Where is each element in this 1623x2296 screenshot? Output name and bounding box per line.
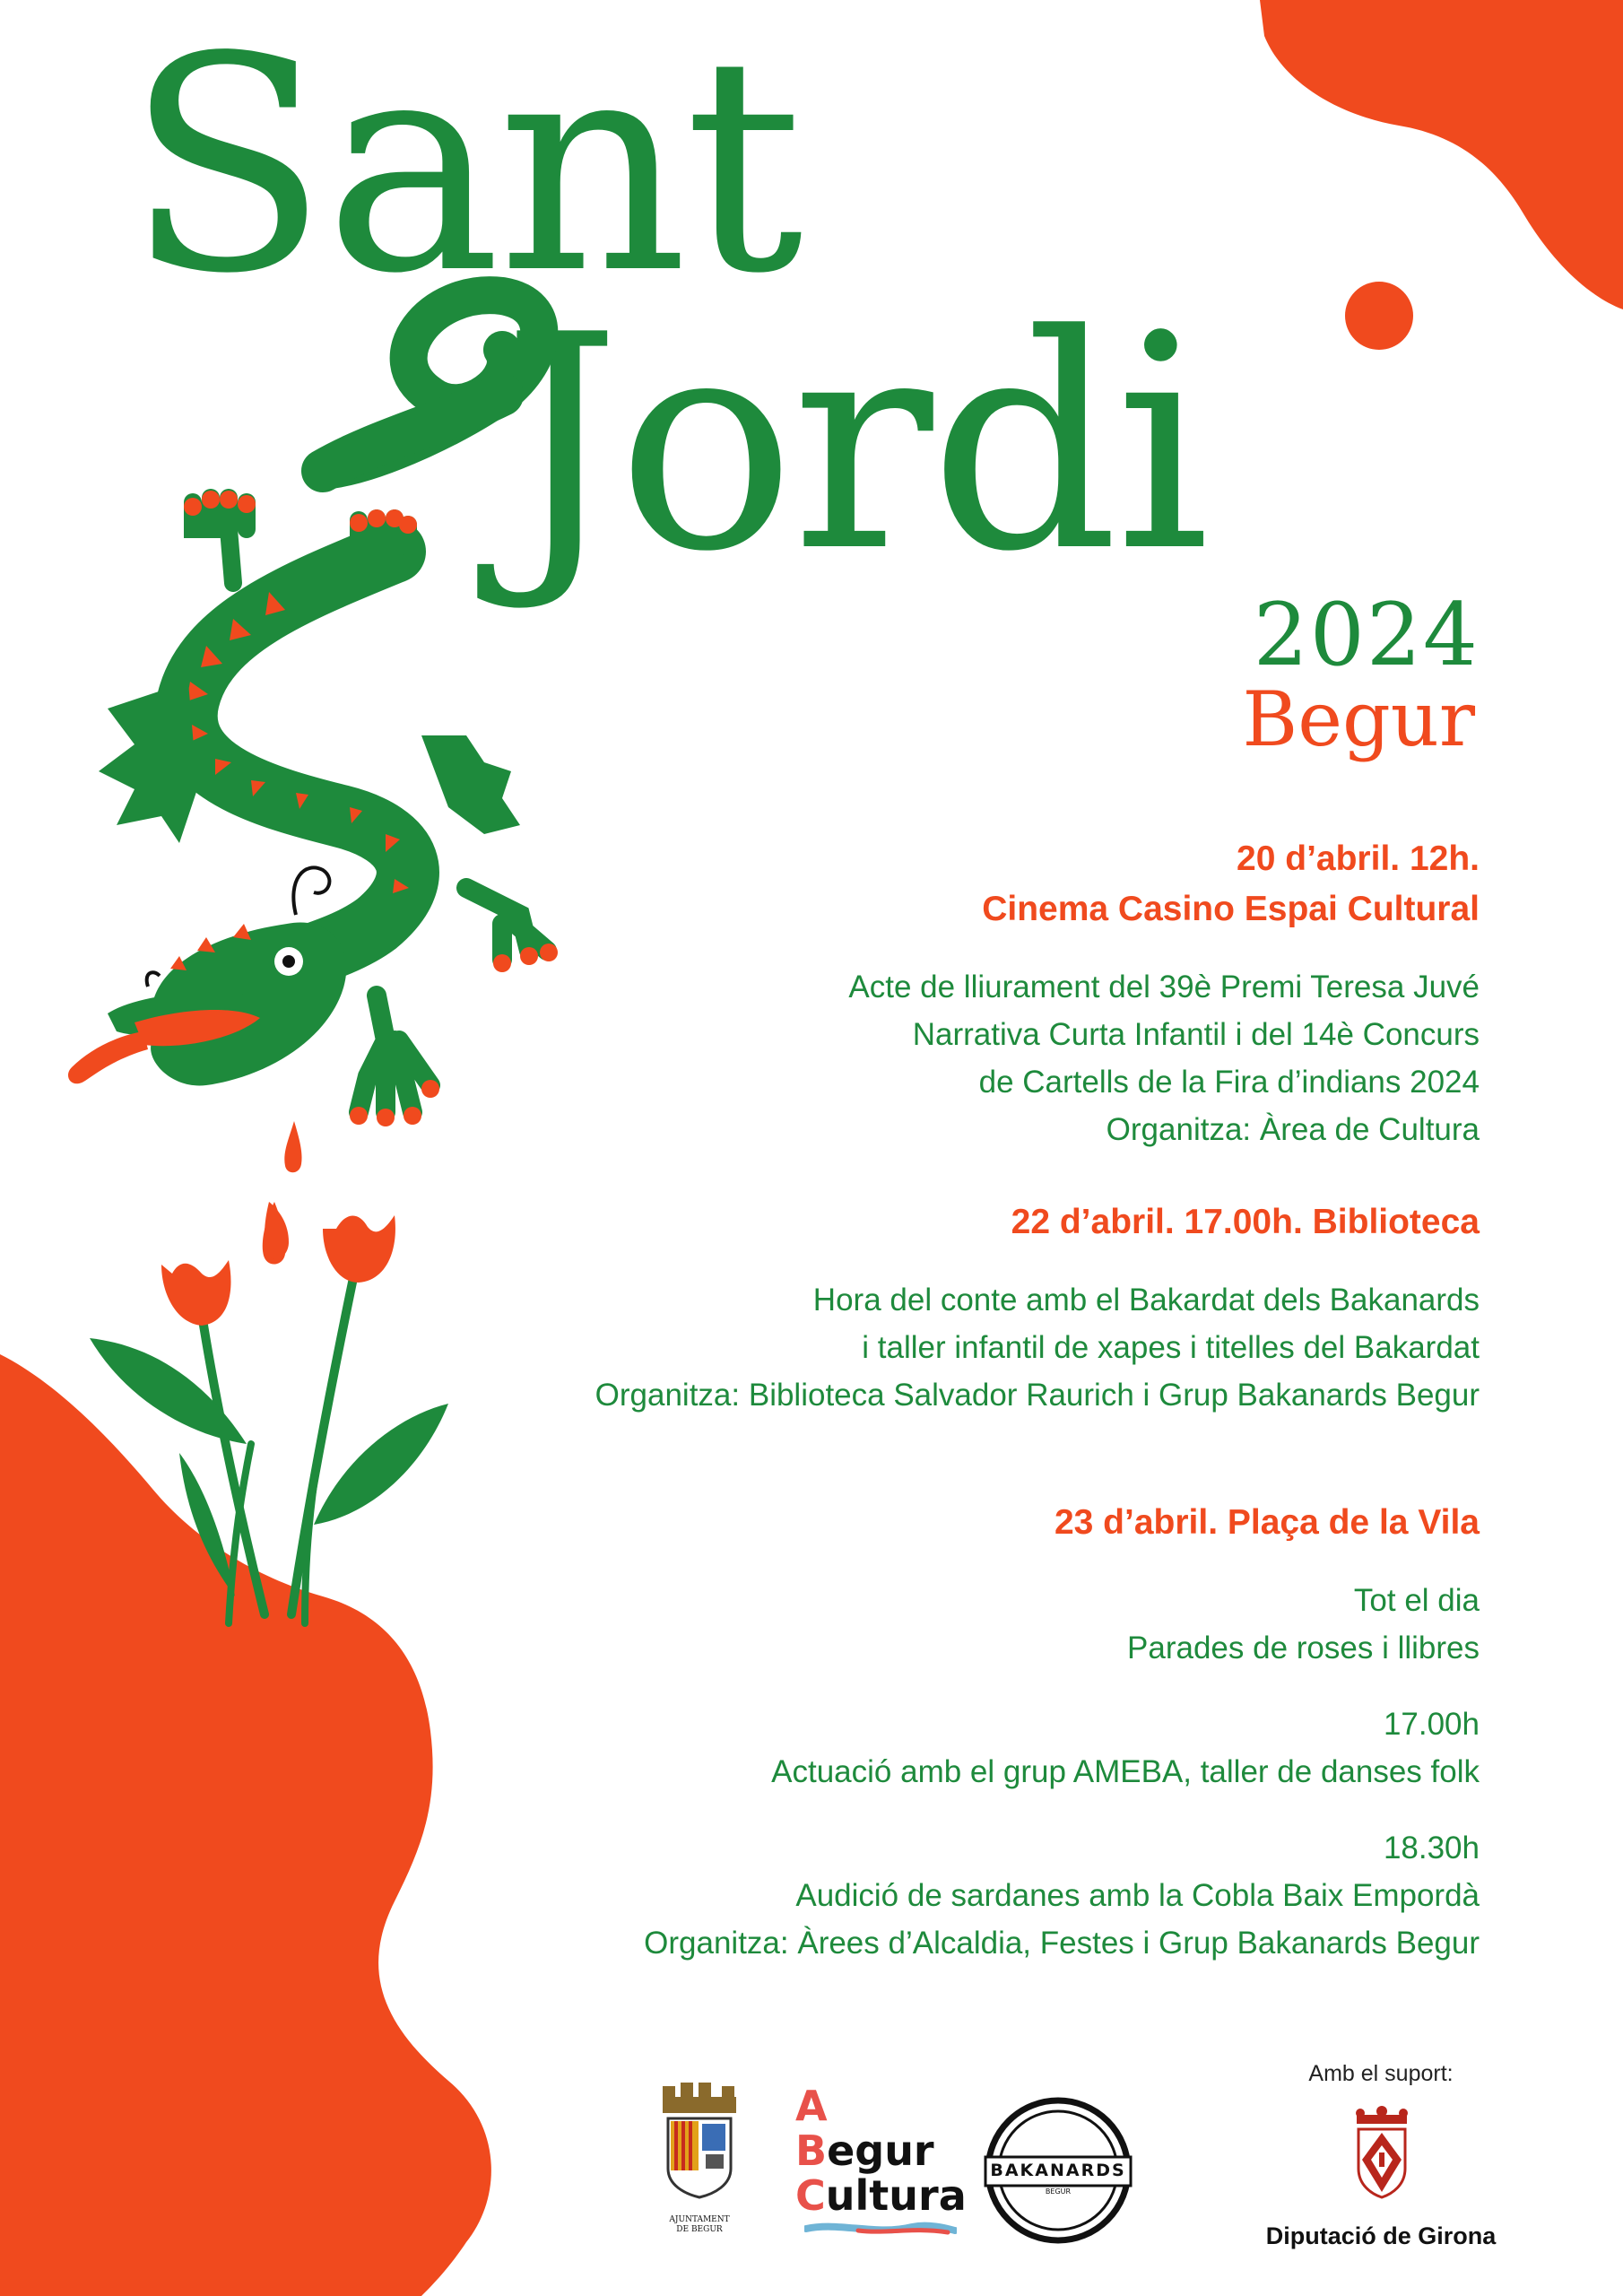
crown-icon — [1356, 2106, 1408, 2124]
event-organizer: Organitza: Àrees d’Alcaldia, Festes i Grup Bakanards Begur — [644, 1926, 1480, 1961]
event-heading: 22 d’abril. 17.00h. Biblioteca — [1011, 1203, 1480, 1241]
diputacio-crest-logo — [1350, 2106, 1414, 2213]
title-place: Begur — [1242, 675, 1475, 763]
event-heading: 23 d’abril. Plaça de la Vila — [1054, 1503, 1480, 1542]
ajuntament-crest-logo — [650, 2079, 749, 2213]
bakanards-name: BAKANARDS — [990, 2161, 1126, 2180]
event-heading: 20 d’abril. 12h. — [1237, 839, 1480, 878]
dragon-wing-left — [99, 682, 197, 843]
event-description: Narrativa Curta Infantil i del 14è Concurs — [912, 1017, 1480, 1052]
flower-leaf-right — [314, 1404, 448, 1525]
event-time: 17.00h — [1383, 1707, 1480, 1742]
flower-leaf-mid — [179, 1453, 235, 1596]
dragon-tongue — [68, 1031, 148, 1083]
bakanards-sub: BEGUR — [1045, 2187, 1072, 2196]
flower-stem-4 — [305, 1471, 316, 1623]
tulip-bud — [265, 1202, 289, 1259]
event-description: Parades de roses i llibres — [1127, 1631, 1480, 1665]
event-time: Tot el dia — [1353, 1583, 1480, 1618]
tulip-left — [161, 1260, 230, 1326]
event-april-22 — [595, 1197, 1480, 1419]
dragon-illustration — [68, 295, 558, 1126]
begur-cultura-cultura — [795, 2171, 967, 2220]
ajuntament-text — [646, 2215, 753, 2235]
flowers — [90, 1202, 448, 1623]
begur-cultura-letter-a: A — [795, 2082, 828, 2130]
begur-cultura-cultura-rest: ultura — [825, 2171, 967, 2220]
drip-1 — [284, 1121, 301, 1172]
dragon-wing-right — [421, 735, 520, 834]
flower-stem-2 — [291, 1274, 354, 1614]
begur-cultura-begur — [795, 2126, 934, 2175]
dragon-pupil — [282, 955, 295, 968]
title-sant: Sant — [126, 0, 800, 338]
ajuntament-text-line: AJUNTAMENT — [669, 2215, 730, 2224]
event-april-23 — [644, 1498, 1480, 1967]
crown-icon — [663, 2083, 736, 2113]
ajuntament-text-line: DE BEGUR — [676, 2225, 723, 2234]
dragon-leg-bottom — [359, 996, 430, 1112]
dragon-horn — [293, 867, 329, 915]
dragon-leg-right — [466, 888, 547, 960]
event-heading-venue: Cinema Casino Espai Cultural — [982, 890, 1480, 928]
brush-stroke-icon — [804, 2220, 957, 2238]
event-description: de Cartells de la Fira d’indians 2024 — [978, 1065, 1480, 1100]
dragon-nose-horn — [147, 972, 160, 987]
event-description: Actuació amb el grup AMEBA, taller de danses folk — [771, 1754, 1480, 1789]
title-jordi: Jordi — [502, 272, 1207, 616]
event-description: i taller infantil de xapes i titelles del Bakardat — [862, 1330, 1480, 1365]
begur-cultura-letter-b: B — [795, 2126, 828, 2175]
bakanards-logo — [982, 2094, 1134, 2247]
diputacio-name: Diputació de Girona — [1265, 2222, 1497, 2249]
event-organizer: Organitza: Àrea de Cultura — [1106, 1112, 1480, 1147]
flower-leaf-left — [90, 1338, 247, 1444]
begur-cultura-logo — [791, 2082, 970, 2247]
event-description: Audició de sardanes amb la Cobla Baix Empordà — [795, 1878, 1480, 1913]
title-year: 2024 — [1253, 585, 1480, 685]
event-description: Acte de lliurament del 39è Premi Teresa Juvé — [848, 970, 1480, 1004]
event-time: 18.30h — [1383, 1831, 1480, 1866]
begur-cultura-begur-rest: egur — [827, 2126, 934, 2175]
event-april-20 — [848, 834, 1480, 1153]
tulip-right — [323, 1215, 395, 1283]
begur-cultura-letter-c: C — [795, 2171, 826, 2220]
event-description: Hora del conte amb el Bakardat dels Bakanards — [812, 1283, 1480, 1318]
event-organizer: Organitza: Biblioteca Salvador Raurich i Grup Bakanards Begur — [595, 1378, 1480, 1413]
support-label: Amb el suport: — [1308, 2061, 1454, 2086]
